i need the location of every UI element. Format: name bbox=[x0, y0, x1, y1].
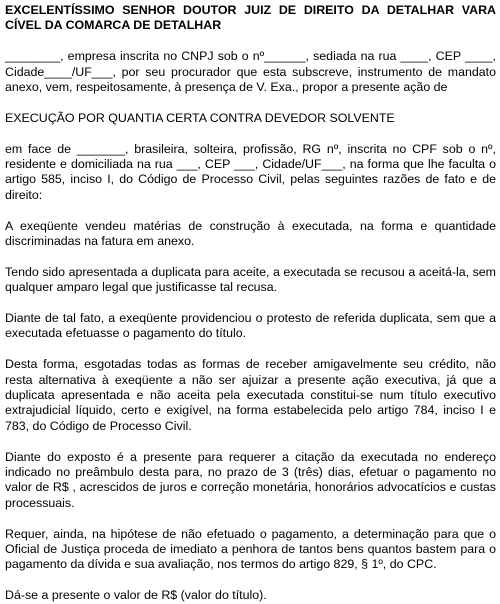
action-title: EXECUÇÃO POR QUANTIA CERTA CONTRA DEVEDOR SOLVENTE bbox=[5, 110, 395, 125]
legal-basis-paragraph: Desta forma, esgotadas todas as formas de receber amigavelmente seu crédito, não resta alternativa à exeqüente a não ser ajuizar a presente ação executiva, já que a duplicata apresentada e não aceita pela executada constitui-se num título executivo extrajudicial líquido, certo e exigível, na forma estabelecida pelo artigo 784, inciso I e 783, do Código de Processo Civil. bbox=[5, 357, 496, 433]
facts-paragraph-refusal: Tendo sido apresentada a duplicata para aceite, a executada se recusou a aceitá-la, sem qualquer amparo legal que justificasse tal recusa. bbox=[5, 264, 496, 295]
facts-paragraph-sale: A exeqüente vendeu matérias de construção à executada, na forma e quantidade discriminadas na fatura em anexo. bbox=[5, 218, 496, 249]
document-heading: EXCELENTÍSSIMO SENHOR DOUTOR JUIZ DE DIREITO DA DETALHAR VARA CÍVEL DA COMARCA DE DETALHAR bbox=[5, 3, 496, 33]
case-value-paragraph: Dá-se a presente o valor de R$ (valor do título). bbox=[5, 588, 267, 603]
request-citation-paragraph: Diante do exposto é a presente para requerer a citação da executada no endereço indicado no preâmbulo desta para, no prazo de 3 (três) dias, efetuar o pagamento no valor de R$ , acrescidos de juros e correção monetária, honorários advocatícios e custas processuais. bbox=[5, 449, 496, 510]
defendant-paragraph: em face de _______, brasileira, solteira, profissão, RG nº, inscrita no CPF sob o nº, residente e domiciliada na rua ___, CEP ___, Cidade/UF___, na forma que lhe faculta o artigo 585, inciso I, do Código de Processo Civil, pelas seguintes razões de fato e de direito: bbox=[5, 141, 496, 202]
request-seizure-paragraph: Requer, ainda, na hipótese de não efetuado o pagamento, a determinação para que o Oficial de Justiça proceda de imediato a penhora de tantos bens quantos bastem para o pagamento da dívida e sua avaliação, nos termos do artigo 829, § 1º, do CPC. bbox=[5, 526, 496, 572]
party-qualification-paragraph: ________, empresa inscrita no CNPJ sob o nº______, sediada na rua ____, CEP ____, Cidade____/UF___, por seu procurador que esta subscreve, instrumento de mandato anexo, vem, respeitosamente, à presença de V. Exa., propor a presente ação de bbox=[5, 49, 496, 95]
facts-paragraph-protest: Diante de tal fato, a exeqüente providenciou o protesto de referida duplicata, sem que a executada efetuasse o pagamento do título. bbox=[5, 311, 496, 341]
